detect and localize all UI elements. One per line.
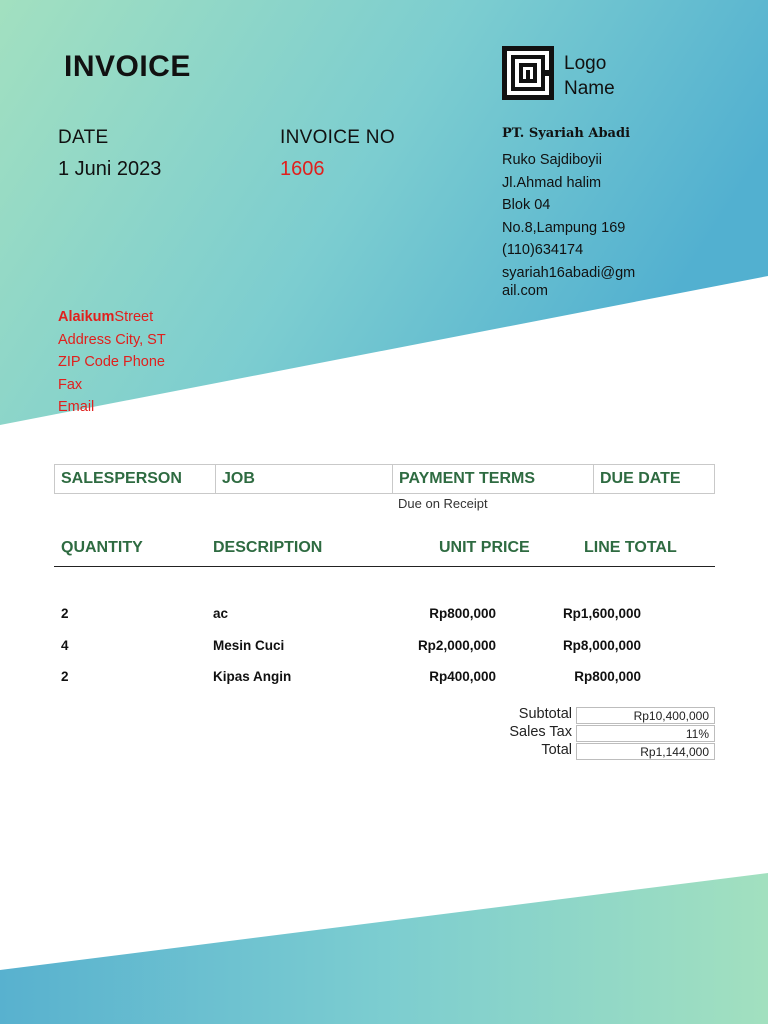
logo-line1: Logo [564, 53, 607, 74]
bill-to-block [58, 306, 228, 419]
item-unit-price: Rp800,000 [429, 606, 496, 621]
company-address-line: Jl.Ahmad halim [502, 174, 602, 191]
salesperson-header: SALESPERSON [55, 465, 216, 494]
line-total-header: LINE TOTAL [584, 539, 677, 556]
company-block [502, 126, 652, 300]
subtotal-value: Rp10,400,000 [576, 707, 715, 724]
due-date-header: DUE DATE [594, 465, 715, 494]
sales-header-row [55, 465, 715, 494]
item-description: ac [213, 606, 229, 621]
maze-logo-icon [502, 46, 554, 100]
bill-to-street: Street [114, 309, 154, 325]
item-unit-price: Rp400,000 [429, 669, 496, 684]
sales-tax-label: Sales Tax [509, 724, 572, 740]
bottom-gradient-band [0, 873, 768, 1024]
invoice-title: INVOICE [64, 50, 191, 83]
company-email: syariah16abadi@gmail.com [502, 264, 636, 299]
sales-info-table [54, 464, 715, 494]
bill-to-line: Email [58, 399, 95, 415]
invoice-no-value: 1606 [280, 158, 325, 180]
bill-to-line: ZIP Code Phone [58, 354, 165, 370]
total-value: Rp1,144,000 [576, 743, 715, 760]
payment-terms-value: Due on Receipt [398, 496, 488, 511]
company-address-line: No.8,Lampung 169 [502, 219, 626, 236]
items-header-divider [54, 566, 715, 567]
company-address-line: Blok 04 [502, 197, 551, 213]
date-label: DATE [58, 127, 109, 148]
bill-to-line: Address City, ST [58, 331, 166, 348]
item-description: Mesin Cuci [213, 638, 285, 653]
invoice-no-label: INVOICE NO [280, 127, 395, 148]
company-phone: (110)634174 [502, 242, 584, 258]
total-label: Total [541, 742, 572, 758]
item-qty: 2 [61, 606, 69, 621]
item-qty: 2 [61, 669, 69, 684]
subtotal-label: Subtotal [518, 706, 572, 722]
bill-to-line: Fax [58, 376, 83, 393]
unit-price-header: UNIT PRICE [439, 539, 530, 556]
logo-name [564, 51, 644, 101]
payment-terms-header: PAYMENT TERMS [393, 465, 594, 494]
bill-to-name: Alaikum [58, 309, 115, 325]
item-qty: 4 [61, 638, 69, 653]
company-name: PT. Syariah Abadi [502, 126, 631, 141]
date-value: 1 Juni 2023 [58, 158, 162, 180]
item-description: Kipas Angin [213, 669, 292, 684]
logo-line2: Name [564, 78, 615, 99]
sales-tax-value: 11% [576, 725, 715, 742]
item-line-total: Rp8,000,000 [562, 638, 641, 653]
quantity-header: QUANTITY [61, 539, 143, 556]
item-unit-price: Rp2,000,000 [417, 638, 496, 653]
item-line-total: Rp800,000 [574, 669, 641, 684]
item-line-total: Rp1,600,000 [562, 606, 641, 621]
description-header: DESCRIPTION [213, 539, 323, 556]
company-address-line: Ruko Sajdiboyii [502, 152, 602, 168]
job-header: JOB [216, 465, 393, 494]
